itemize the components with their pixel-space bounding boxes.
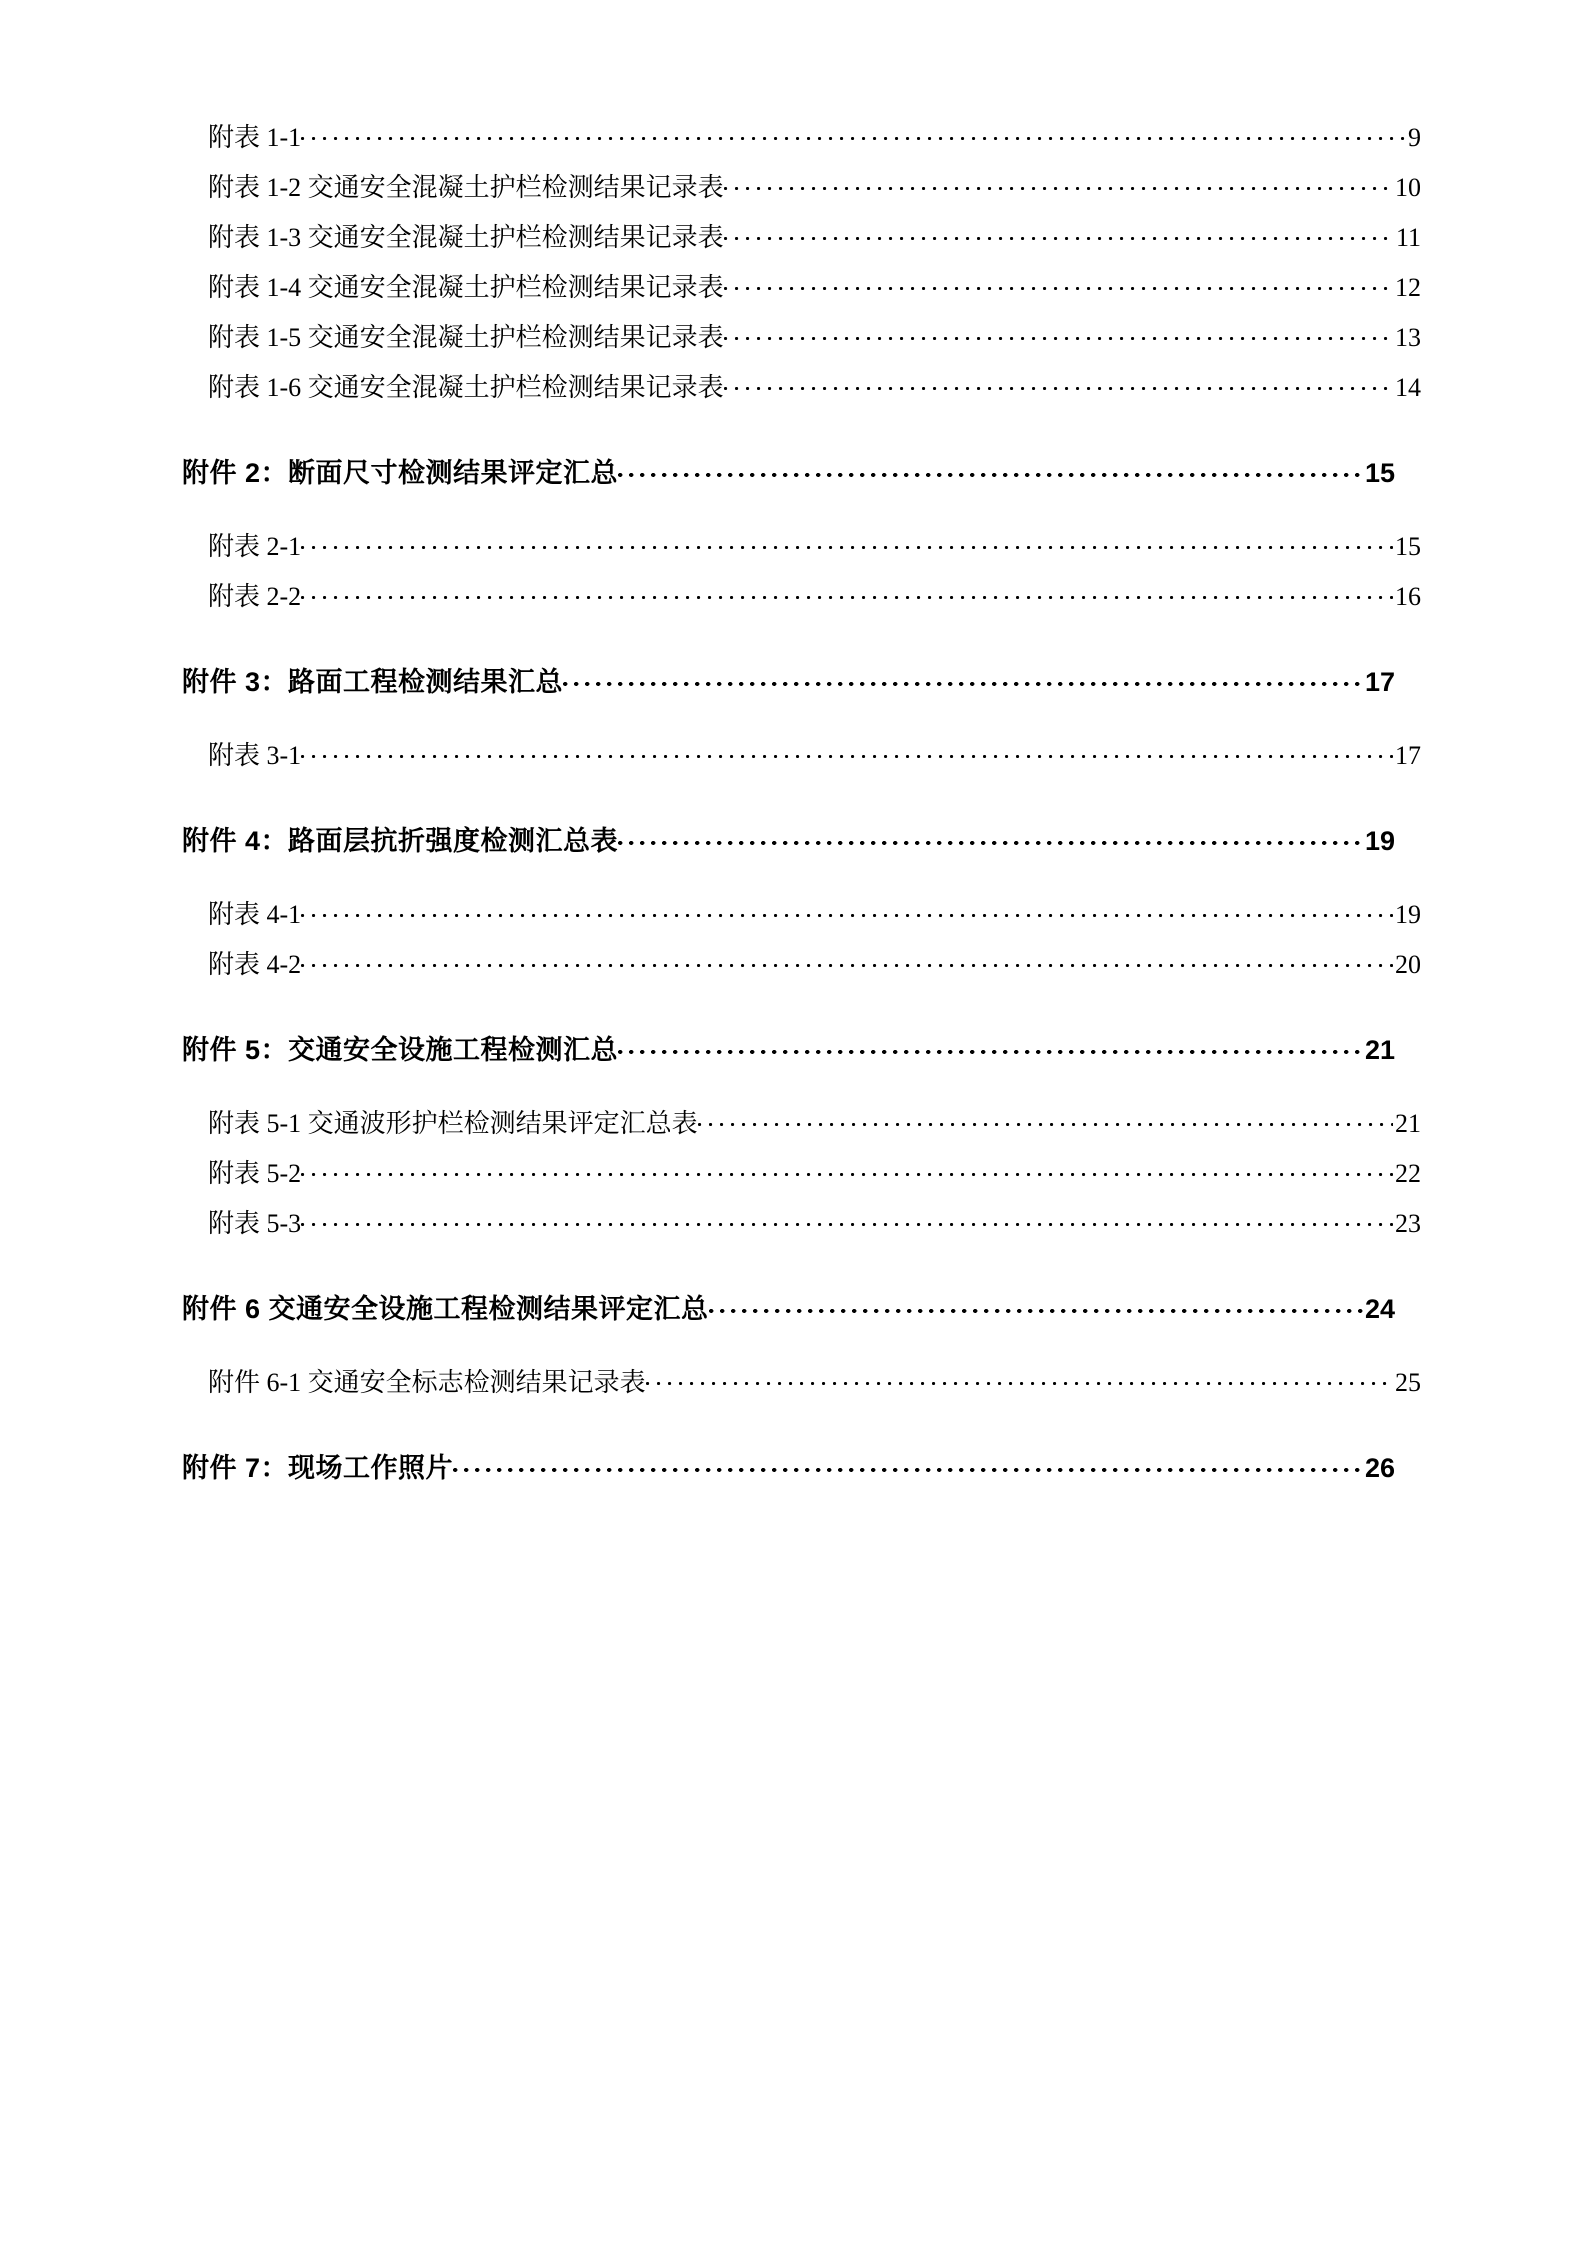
toc-entry-page-number: 17 — [1395, 741, 1421, 770]
toc-dot-leader — [301, 897, 1393, 923]
toc-subsection-entry[interactable] — [208, 1206, 1421, 1237]
toc-dot-leader — [301, 1156, 1393, 1182]
toc-entry-page-number: 20 — [1395, 950, 1421, 979]
toc-entry-title: 附件 2：断面尺寸检测结果评定汇总 — [182, 458, 619, 488]
toc-entry-page-number: 16 — [1395, 582, 1421, 611]
toc-entry-page-number: 12 — [1395, 273, 1421, 302]
toc-entry-title: 附件 3：路面工程检测结果汇总 — [182, 667, 564, 697]
toc-entry-title: 附表 5-2 — [208, 1159, 302, 1188]
toc-entry-page-number: 24 — [1364, 1294, 1395, 1324]
toc-dot-leader — [724, 170, 1393, 196]
toc-entry-title: 附表 1-4 交通安全混凝土护栏检测结果记录表 — [208, 273, 724, 302]
toc-subsection-entry[interactable] — [208, 738, 1421, 769]
toc-dot-leader — [709, 1292, 1363, 1318]
toc-entry-title: 附表 5-1 交通波形护栏检测结果评定汇总表 — [208, 1109, 698, 1138]
toc-subsection-entry[interactable] — [208, 897, 1421, 928]
toc-entry-title: 附表 3-1 — [208, 741, 302, 770]
toc-entry-page-number: 15 — [1395, 532, 1421, 561]
toc-entry-page-number: 21 — [1395, 1109, 1421, 1138]
toc-entry-page-number: 17 — [1364, 667, 1395, 697]
toc-section-entry[interactable] — [182, 665, 1395, 696]
toc-dot-leader — [453, 1451, 1363, 1477]
toc-entry-page-number: 14 — [1395, 373, 1421, 402]
toc-entry-title: 附表 1-1 — [208, 123, 302, 152]
toc-dot-leader — [563, 665, 1363, 691]
toc-entry-title: 附件 5：交通安全设施工程检测汇总 — [182, 1035, 619, 1065]
toc-subsection-entry[interactable] — [208, 170, 1421, 201]
toc-entry-title: 附件 7：现场工作照片 — [182, 1453, 454, 1483]
toc-subsection-entry[interactable] — [208, 947, 1421, 978]
toc-entry-page-number: 19 — [1364, 826, 1395, 856]
toc-section-entry[interactable] — [182, 1033, 1395, 1064]
toc-subsection-entry[interactable] — [208, 579, 1421, 610]
toc-section-entry[interactable] — [182, 824, 1395, 855]
toc-entry-title: 附表 4-2 — [208, 950, 302, 979]
toc-entry-title: 附表 2-1 — [208, 532, 302, 561]
toc-entry-title: 附表 1-6 交通安全混凝土护栏检测结果记录表 — [208, 373, 724, 402]
toc-section-entry[interactable] — [182, 456, 1395, 487]
toc-entry-title: 附表 4-1 — [208, 900, 302, 929]
toc-dot-leader — [301, 738, 1393, 764]
toc-dot-leader — [724, 320, 1393, 346]
toc-entry-title: 附件 6-1 交通安全标志检测结果记录表 — [208, 1368, 646, 1397]
toc-dot-leader — [301, 579, 1393, 605]
toc-dot-leader — [724, 370, 1393, 396]
toc-dot-leader — [646, 1365, 1393, 1391]
toc-entry-title: 附件 6 交通安全设施工程检测结果评定汇总 — [182, 1294, 709, 1324]
toc-dot-leader — [724, 220, 1394, 246]
toc-subsection-entry[interactable] — [208, 320, 1421, 351]
toc-subsection-entry[interactable] — [208, 220, 1421, 251]
toc-entry-title: 附表 5-3 — [208, 1209, 302, 1238]
toc-entry-page-number: 26 — [1364, 1453, 1395, 1483]
toc-entry-title: 附表 2-2 — [208, 582, 302, 611]
toc-entry-title: 附件 4：路面层抗折强度检测汇总表 — [182, 826, 619, 856]
toc-section-entry[interactable] — [182, 1451, 1395, 1482]
toc-entry-page-number: 11 — [1395, 223, 1421, 252]
toc-entry-page-number: 21 — [1364, 1035, 1395, 1065]
toc-subsection-entry[interactable] — [208, 529, 1421, 560]
toc-entry-page-number: 19 — [1395, 900, 1421, 929]
toc-subsection-entry[interactable] — [208, 270, 1421, 301]
toc-dot-leader — [301, 947, 1393, 973]
toc-entry-page-number: 15 — [1364, 458, 1395, 488]
toc-subsection-entry[interactable] — [208, 1365, 1421, 1396]
table-of-contents — [182, 120, 1421, 1483]
toc-entry-page-number: 10 — [1395, 173, 1421, 202]
toc-entry-page-number: 22 — [1395, 1159, 1421, 1188]
toc-entry-page-number: 23 — [1395, 1209, 1421, 1238]
toc-subsection-entry[interactable] — [208, 1106, 1421, 1137]
toc-dot-leader — [618, 456, 1363, 482]
toc-entry-title: 附表 1-5 交通安全混凝土护栏检测结果记录表 — [208, 323, 724, 352]
toc-dot-leader — [618, 1033, 1363, 1059]
toc-entry-page-number: 13 — [1395, 323, 1421, 352]
toc-subsection-entry[interactable] — [208, 1156, 1421, 1187]
toc-entry-title: 附表 1-2 交通安全混凝土护栏检测结果记录表 — [208, 173, 724, 202]
toc-section-entry[interactable] — [182, 1292, 1395, 1323]
toc-entry-title: 附表 1-3 交通安全混凝土护栏检测结果记录表 — [208, 223, 724, 252]
toc-dot-leader — [301, 120, 1406, 146]
toc-entry-page-number: 25 — [1395, 1368, 1421, 1397]
toc-dot-leader — [301, 529, 1393, 555]
toc-dot-leader — [301, 1206, 1393, 1232]
toc-dot-leader — [724, 270, 1393, 296]
toc-entry-page-number: 9 — [1408, 123, 1421, 152]
toc-subsection-entry[interactable] — [208, 370, 1421, 401]
toc-subsection-entry[interactable] — [208, 120, 1421, 151]
toc-dot-leader — [698, 1106, 1393, 1132]
toc-dot-leader — [618, 824, 1363, 850]
